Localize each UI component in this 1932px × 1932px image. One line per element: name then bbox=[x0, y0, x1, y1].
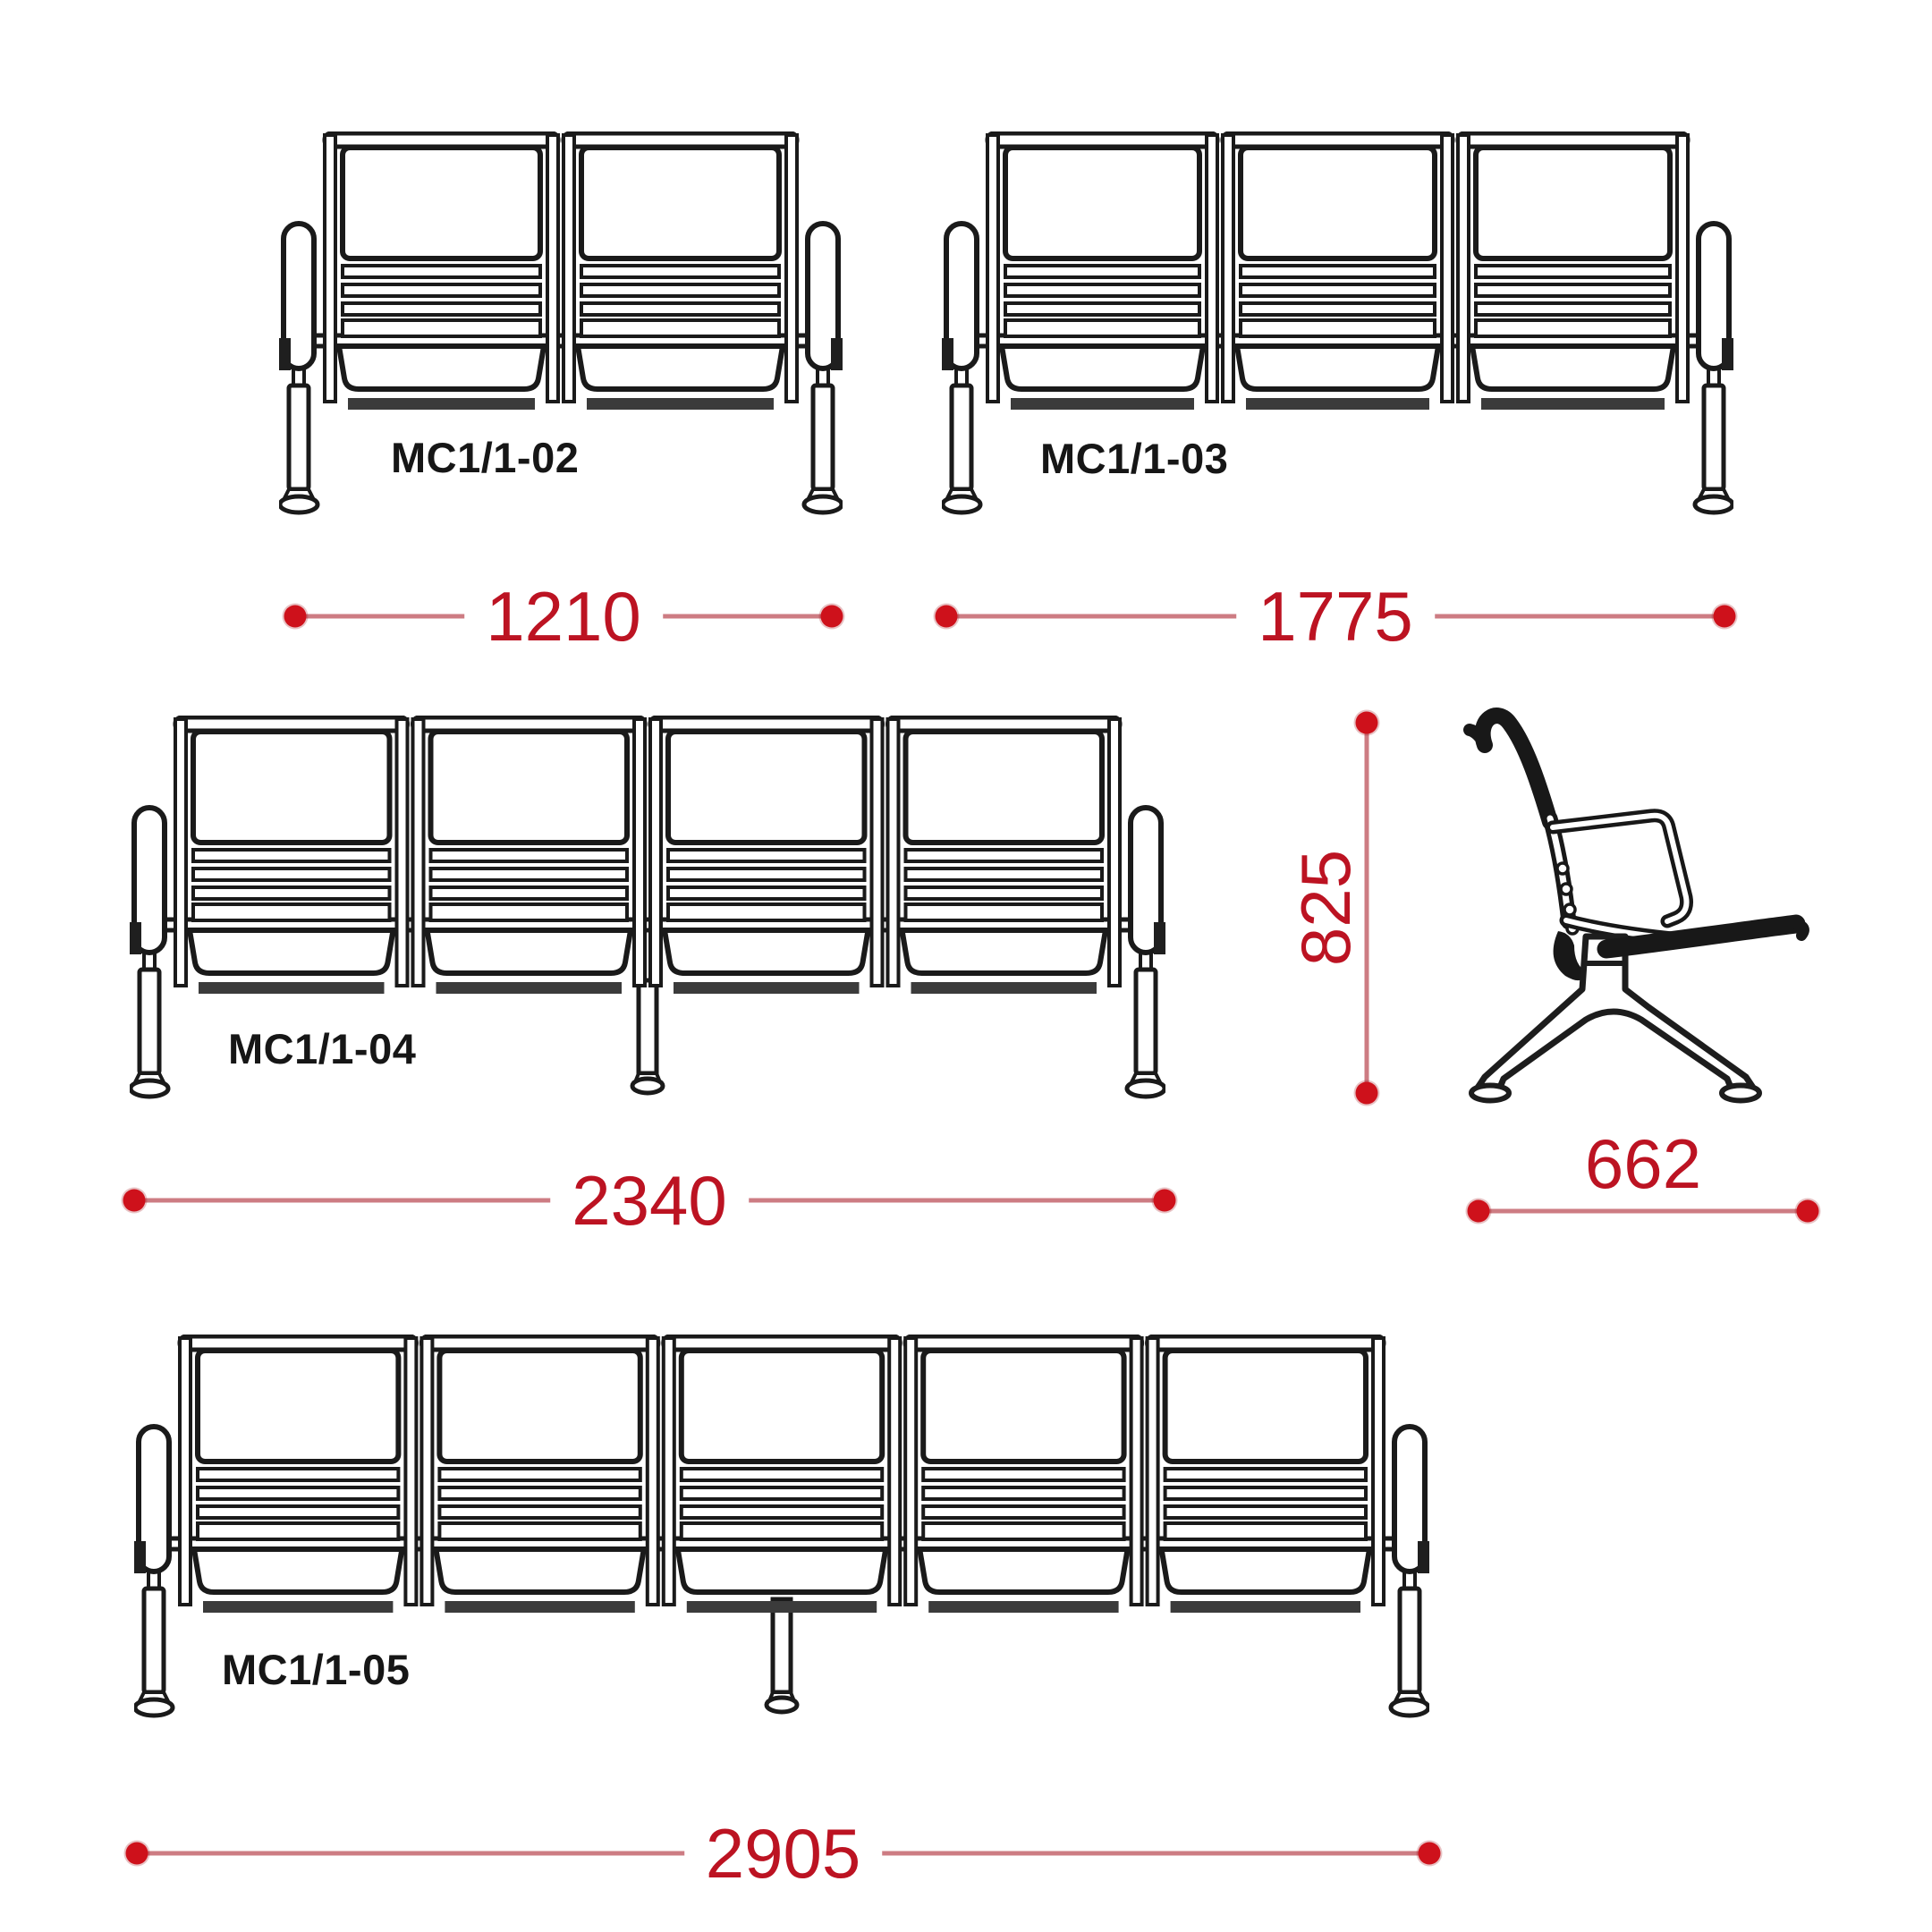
dimension-line bbox=[1486, 1209, 1801, 1214]
dimension-width-2340 bbox=[134, 1161, 1165, 1240]
dimension-endpoint-dot bbox=[1468, 1200, 1490, 1223]
dimension-value: 1210 bbox=[464, 581, 663, 651]
dimension-endpoint-dot bbox=[284, 606, 307, 628]
chair-foot-glide bbox=[1471, 1086, 1509, 1101]
dimension-value: 825 bbox=[1286, 849, 1365, 967]
bench-4-seat-model-label: MC1/1-04 bbox=[228, 1025, 417, 1072]
dimension-value: 1775 bbox=[1236, 581, 1435, 651]
dimension-endpoint-dot bbox=[1419, 1843, 1441, 1865]
backrest-flex-bump bbox=[1561, 884, 1572, 894]
chair-foot-glide bbox=[1722, 1086, 1759, 1101]
dimension-endpoint-dot bbox=[1356, 1082, 1378, 1105]
bench-5-seat-model-label: MC1/1-05 bbox=[222, 1646, 411, 1693]
dimension-value: 2905 bbox=[684, 1818, 883, 1888]
dimension-endpoint-dot bbox=[123, 1190, 146, 1212]
dimension-width-1775 bbox=[946, 577, 1724, 656]
dimension-width-1210 bbox=[295, 577, 832, 656]
dimension-endpoint-dot bbox=[1356, 712, 1378, 734]
dimension-endpoint-dot bbox=[821, 606, 843, 628]
backrest-flex-bump bbox=[1564, 904, 1575, 915]
backrest-flex-bump bbox=[1557, 863, 1568, 874]
dimension-depth-662 bbox=[1479, 1124, 1808, 1222]
dimension-endpoint-dot bbox=[1797, 1200, 1819, 1223]
dimension-width-2905 bbox=[137, 1814, 1429, 1893]
dimension-endpoint-dot bbox=[1714, 606, 1736, 628]
pedestal-base bbox=[1478, 936, 1753, 1089]
dimension-value: 662 bbox=[1584, 1124, 1702, 1203]
armrest-tip bbox=[1796, 924, 1804, 936]
backrest-upper-band bbox=[1483, 716, 1550, 822]
dimension-endpoint-dot bbox=[936, 606, 958, 628]
dimension-line bbox=[1365, 730, 1369, 1086]
dimension-value: 2340 bbox=[550, 1165, 749, 1235]
dimension-height-825 bbox=[1286, 723, 1377, 1093]
side-view-chair-drawing bbox=[1458, 693, 1843, 1109]
bench-2-seat-model-label: MC1/1-02 bbox=[391, 434, 580, 481]
dimension-endpoint-dot bbox=[126, 1843, 148, 1865]
dimension-endpoint-dot bbox=[1154, 1190, 1176, 1212]
bench-3-seat-model-label: MC1/1-03 bbox=[1040, 435, 1229, 482]
